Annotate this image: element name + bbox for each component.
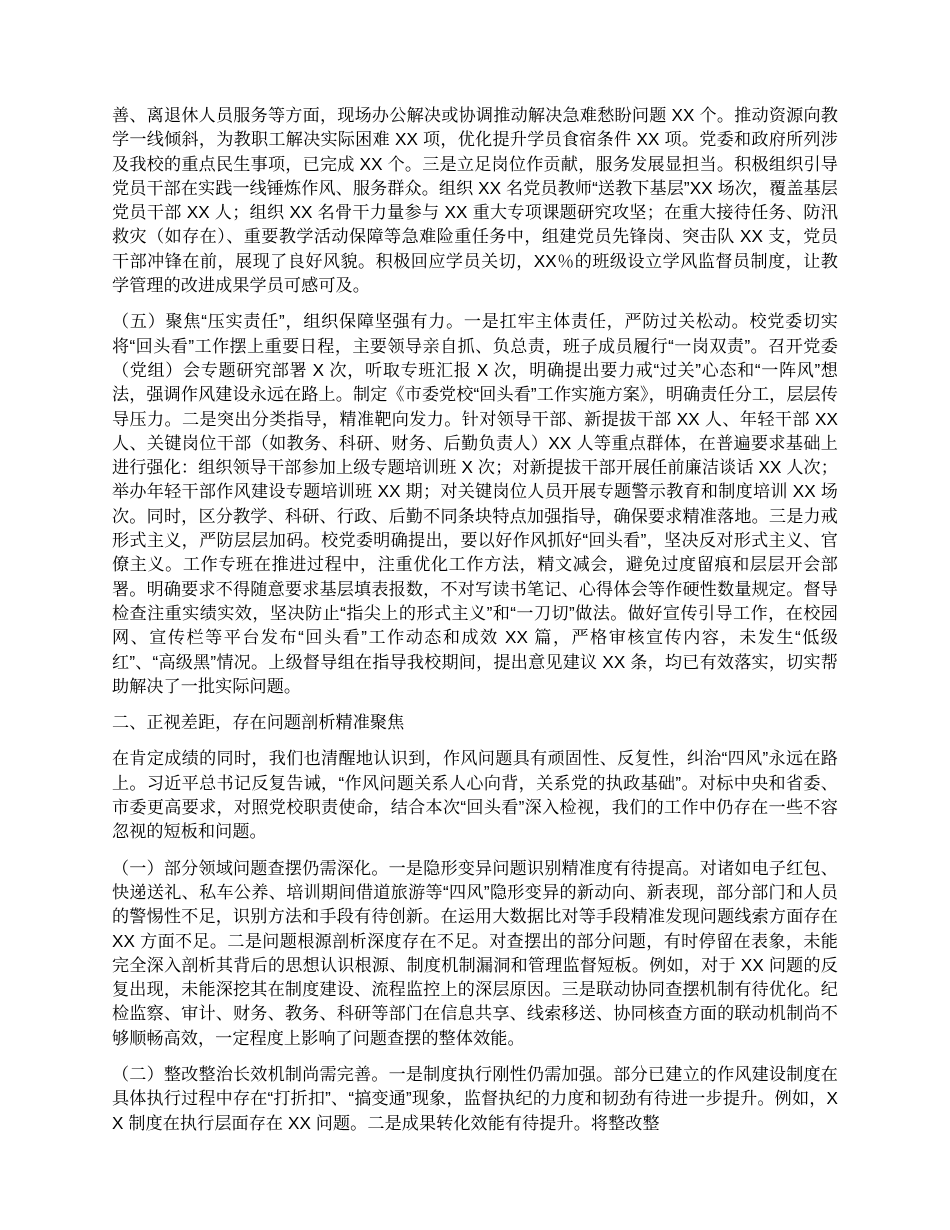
heading-section-two: 二、正视差距，存在问题剖析精准聚焦 bbox=[112, 713, 405, 733]
paragraph-subsection-two-mechanism: （二）整改整治长效机制尚需完善。一是制度执行刚性仍需加强。部分已建立的作风建设制度在具体执行过程中存在“打折扣”、“搞变通”现象，监督执纪的力度和韧劲有待进一步提升。例如，XX 制度在执行层面存在 XX 问题。二是成果转化效能有待提升。将整改整 bbox=[112, 1064, 838, 1133]
paragraph-section-five-responsibility: （五）聚焦“压实责任”，组织保障坚强有力。一是扛牢主体责任，严防过关松动。校党委切实将“回头看”工作摆上重要日程，主要领导亲自抓、负总责，班子成员履行“一岗双责”。召开党委（党组）会专题研究部署 X 次，听取专班汇报 X 次，明确提出要力戒“过关”心态和“一阵风”想法，强调作风建设永远在路上。制定《市委党校“回头看”工作实施方案》，明确责任分工，层层传导压力。二是突出分类指导，精准靶向发力。针对领导干部、新提拔干部 XX 人、年轻干部 XX 人、关键岗位干部（如教务、科研、财务、后勤负责人）XX 人等重点群体，在普遍要求基础上进行强化：组织领导干部参加上级专题培训班 X 次；对新提拔干部开展任前廉洁谈话 XX 人次；举办年轻干部作风建设专题培训班 XX 期；对关键岗位人员开展专题警示教育和制度培训 XX 场次。同时，区分教学、科研、行政、后勤不同条块特点加强指导，确保要求精准落地。三是力戒形式主义，严防层层加码。校党委明确提出，要以好作风抓好“回头看”，坚决反对形式主义、官僚主义。工作专班在推进过程中，注重优化工作方法，精文减会，避免过度留痕和层层开会部署。明确要求不得随意要求基层填表报数，不对写读书笔记、心得体会等作硬性数量规定。督导检查注重实绩实效，坚决防止“指尖上的形式主义”和“一刀切”做法。做好宣传引导工作，在校园网、宣传栏等平台发布“回头看”工作动态和成效 XX 篇，严格审核宣传内容，未发生“低级红”、“高级黑”情况。上级督导组在指导我校期间，提出意见建议 XX 条，均已有效落实，切实帮助解决了一批实际问题。 bbox=[112, 312, 838, 696]
paragraph-problem-intro: 在肯定成绩的同时，我们也清醒地认识到，作风问题具有顽固性、反复性，纠治“四风”永远在路上。习近平总书记反复告诫，“作风问题关系人心向背，关系党的执政基础”。对标中央和省委、市委更高要求，对照党校职责使命，结合本次“回头看”深入检视，我们的工作中仍存在一些不容忽视的短板和问题。 bbox=[112, 749, 838, 842]
document-body bbox=[112, 104, 838, 1136]
paragraph-service-achievements: 善、离退休人员服务等方面，现场办公解决或协调推动解决急难愁盼问题 XX 个。推动资源向教学一线倾斜，为教职工解决实际困难 XX 项，优化提升学员食宿条件 XX 项。党委和政府所列涉及我校的重点民生事项，已完成 XX 个。三是立足岗位作贡献，服务发展显担当。积极组织引导党员干部在实践一线锤炼作风、服务群众。组织 XX 名党员教师“送教下基层”XX 场次，覆盖基层党员干部 XX 人；组织 XX 名骨干力量参与 XX 重大专项课题研究攻坚；在重大接待任务、防汛救灾（如存在）、重要教学活动保障等急难险重任务中，组建党员先锋岗、突击队 XX 支，党员干部冲锋在前，展现了良好风貌。积极回应学员关切，XX％的班级设立学风监督员制度，让教学管理的改进成果学员可感可及。 bbox=[112, 106, 838, 296]
paragraph-subsection-one-investigation: （一）部分领域问题查摆仍需深化。一是隐形变异问题识别精准度有待提高。对诸如电子红包、快递送礼、私车公养、培训期间借道旅游等“四风”隐形变异的新动向、新表现，部分部门和人员的警惕性不足，识别方法和手段有待创新。在运用大数据比对等手段精准发现问题线索方面存在 XX 方面不足。二是问题根源剖析深度存在不足。对查摆出的部分问题，有时停留在表象，未能完全深入剖析其背后的思想认识根源、制度机制漏洞和管理监督短板。例如，对于 XX 问题的反复出现，未能深挖其在制度建设、流程监控上的深层原因。三是联动协同查摆机制有待优化。纪检监察、审计、财务、教务、科研等部门在信息共享、线索移送、协同核查方面的联动机制尚不够顺畅高效，一定程度上影响了问题查摆的整体效能。 bbox=[112, 858, 838, 1048]
